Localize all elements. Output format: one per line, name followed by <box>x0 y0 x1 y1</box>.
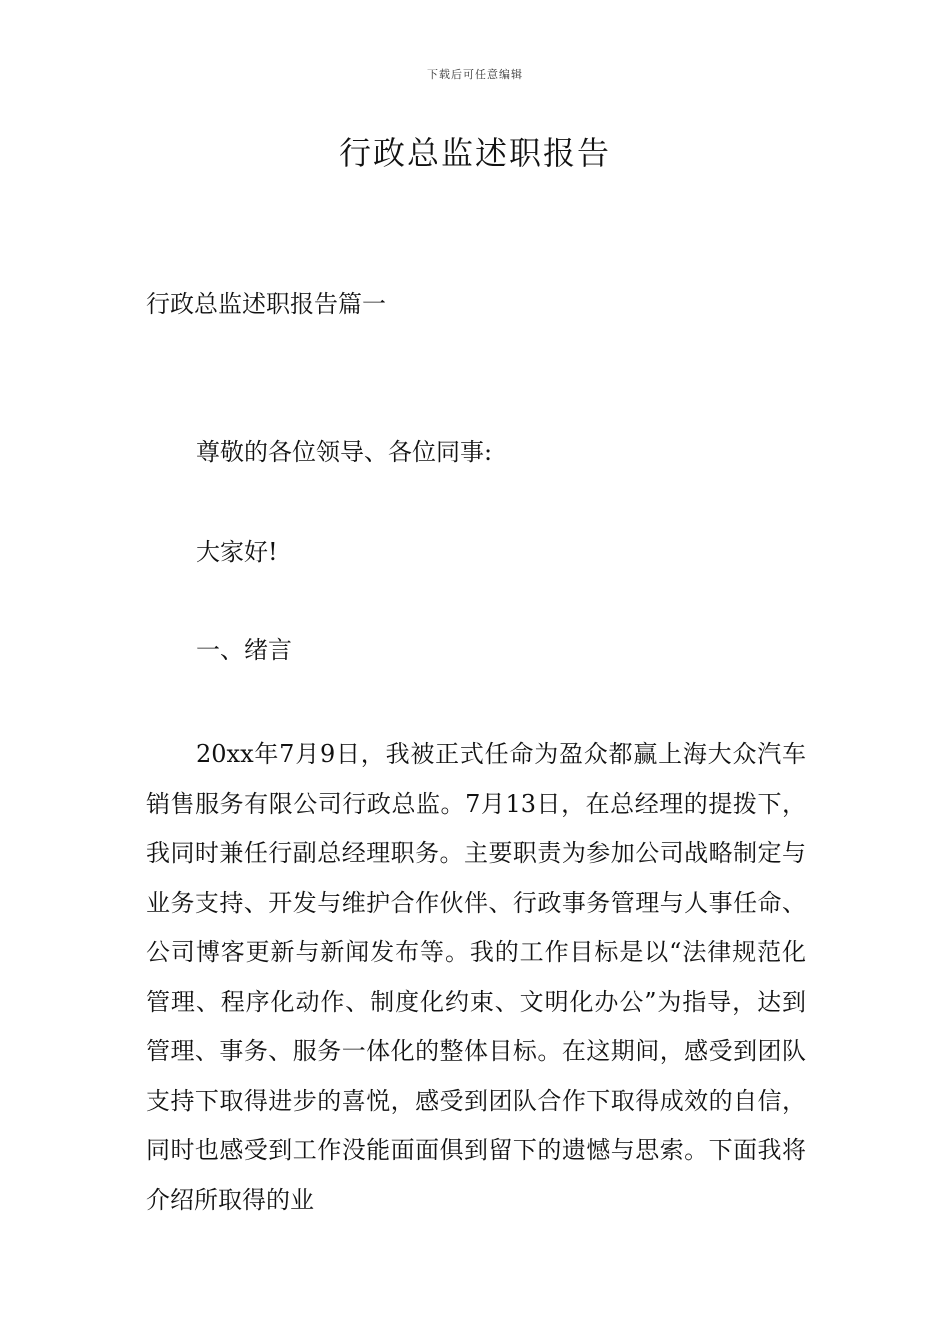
body-paragraph: 20xx年7月9日，我被正式任命为盈众都赢上海大众汽车销售服务有限公司行政总监。7月13日，在总经理的提拨下，我同时兼任行副总经理职务。主要职责为参加公司战略制定与业务支持、开发与维护合作伙伴、行政事务管理与人事任命、公司博客更新与新闻发布等。我的工作目标是以“法律规范化管理、程序化动作、制度化约束、文明化办公”为指导，达到管理、事务、服务一体化的整体目标。在这期间，感受到团队支持下取得进步的喜悦，感受到团队合作下取得成效的自信，同时也感受到工作没能面面俱到留下的遗憾与思索。下面我将介绍所取得的业 <box>146 740 806 1214</box>
intro-heading: 一、绪言 <box>196 636 292 664</box>
section-heading: 行政总监述职报告篇一 <box>146 290 386 318</box>
salutation-line: 尊敬的各位领导、各位同事: <box>196 438 493 466</box>
header-note: 下载后可任意编辑 <box>427 68 523 81</box>
document-title: 行政总监述职报告 <box>338 134 611 172</box>
greeting-line: 大家好! <box>196 538 278 566</box>
